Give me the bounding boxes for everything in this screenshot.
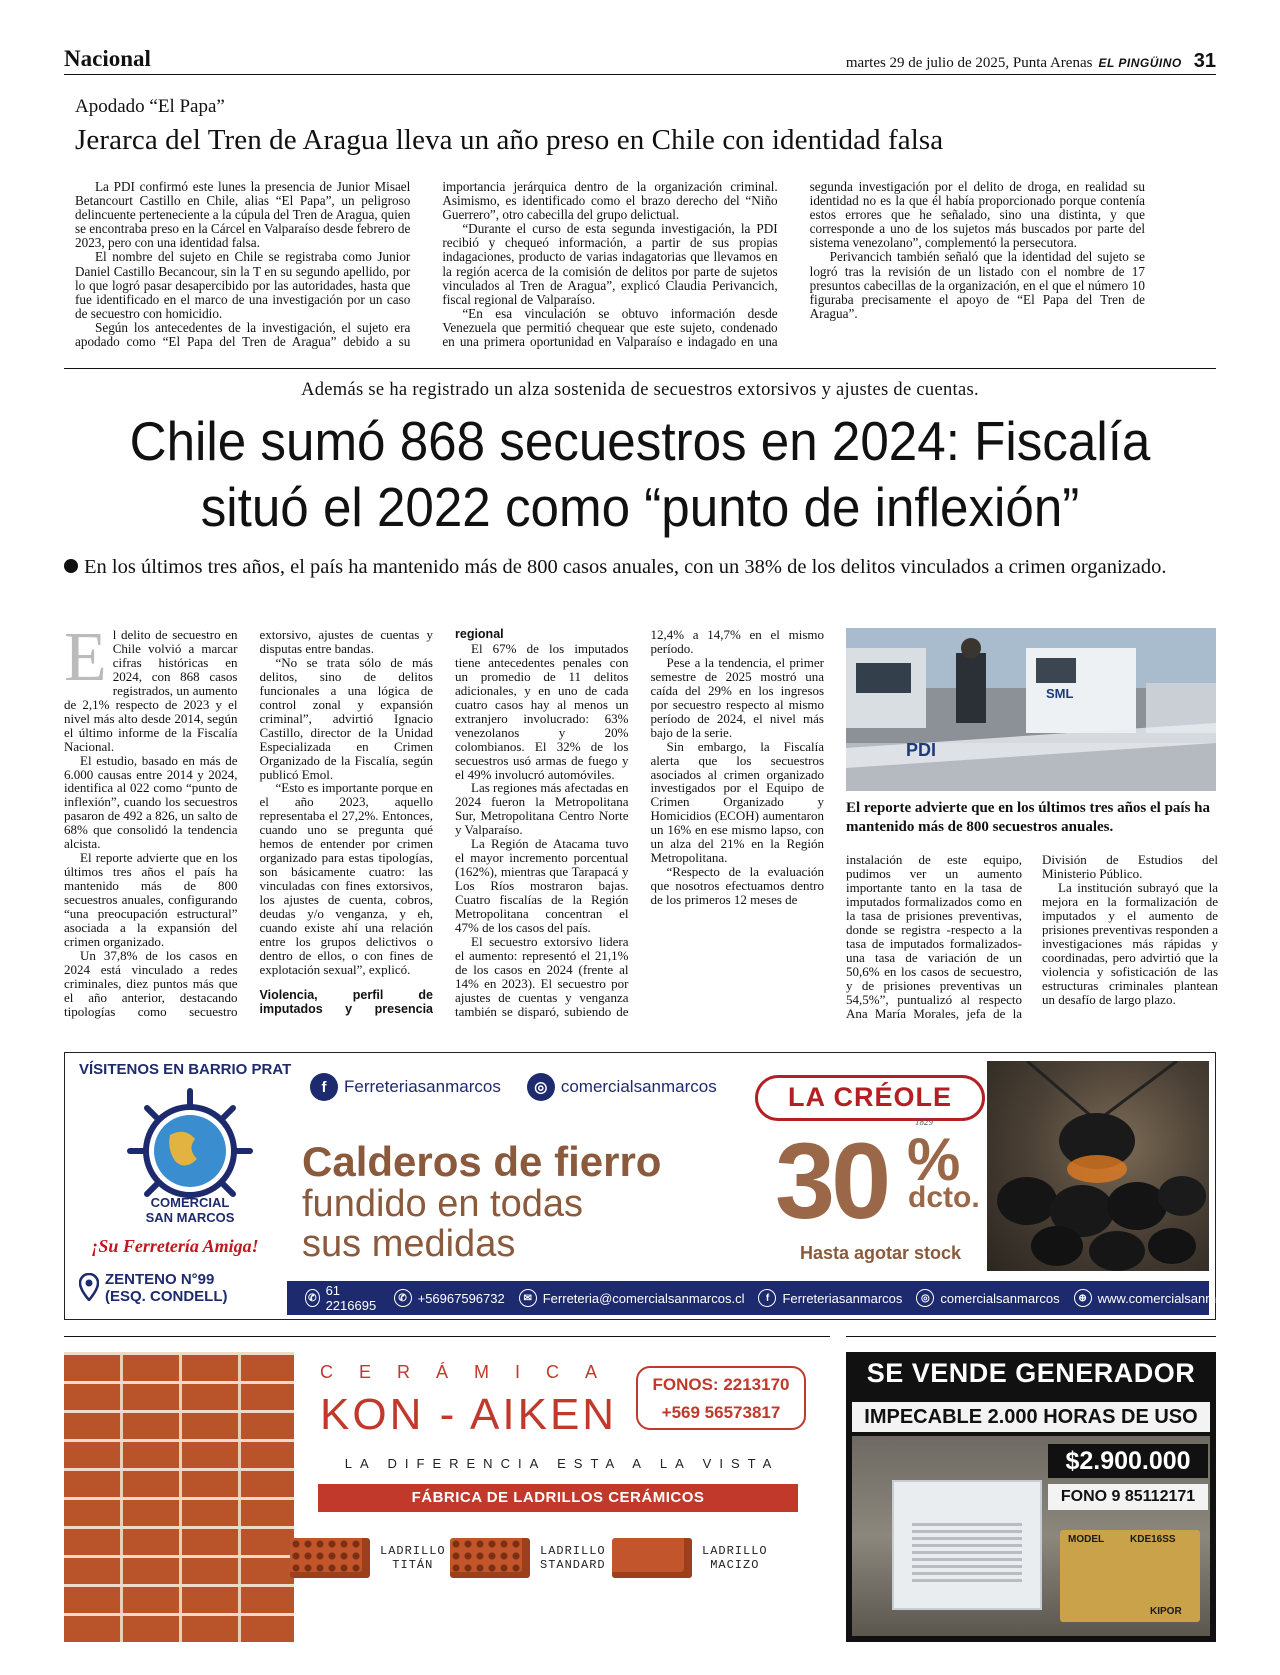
- story2-body: [64, 619, 824, 1030]
- ad-subline: fundido en todas sus medidas: [302, 1183, 584, 1265]
- ad-slogan: LA DIFERENCIA ESTA A LA VISTA: [344, 1456, 780, 1471]
- dateline: martes 29 de julio de 2025, Punta Arenas: [845, 55, 1093, 71]
- story2-body-right: [846, 853, 1218, 1031]
- section-rule: [64, 368, 1216, 369]
- phone-contact[interactable]: ✆ 61 2216695: [305, 1283, 380, 1313]
- ad-generator-price: $2.900.000: [1048, 1444, 1208, 1478]
- story2-paragraph: Las regiones más afectadas en 2024 fueron la Metropolitana Sur, Metropolitana Centro Norte y Valparaíso.: [455, 780, 629, 838]
- email-contact[interactable]: ✉ Ferreteria@comercialsanmarcos.cl: [519, 1289, 745, 1307]
- brick-titan-icon: [290, 1538, 370, 1578]
- generator-icon: [892, 1480, 1042, 1610]
- story1-body: [75, 180, 1145, 362]
- ad-factory-band: FÁBRICA DE LADRILLOS CERÁMICOS: [318, 1484, 798, 1512]
- story2-subhead: Violencia, perfil de imputados y presencia regional: [259, 627, 504, 1016]
- section-name: Nacional: [64, 46, 151, 71]
- story2-paragraph: La institución subrayó que la mejora en la formalización de imputados y el aumento de prisiones preventivas responden a investigaciones más rápidas y coordinadas, pero advirtió que la violencia y sofisticación de las estructuras criminales plantean un desafío de largo plazo.: [1042, 880, 1218, 1007]
- story1-paragraph: “Durante el curso de esta segunda investigación, la PDI recibió y chequeó información, a partir de sus propias indagaciones, producto de varias indagatorias que llevamos en la región acerca de la comisión de delitos por parte de sujetos vinculados al Tren de Aragua”, explicó Claudia Perivancich, fiscal regional de Valparaíso.: [442, 221, 778, 307]
- logo-text-1: COMERCIAL: [150, 1195, 230, 1210]
- pots-illustration: [987, 1061, 1209, 1271]
- ad-tagline: ¡Su Ferretería Amiga!: [91, 1236, 259, 1256]
- drop-cap: E: [64, 619, 107, 696]
- ad-generator-subtitle: IMPECABLE 2.000 HORAS DE USO: [852, 1402, 1210, 1432]
- facebook-icon: f: [310, 1073, 338, 1101]
- story2-paragraph: Sin embargo, la Fiscalía alerta que los secuestros asociados al crimen organizado investigados por el Equipo de Crimen Organizado y Homicidios (ECOH) aumentaron un 16% en ese mismo lapso, con un alza del 21% en la Región Metropolitana.: [650, 738, 824, 866]
- facebook-icon: f: [758, 1289, 776, 1307]
- ad-generator-phone[interactable]: FONO 9 85112171: [1048, 1484, 1208, 1510]
- page-header-right: [846, 50, 1216, 73]
- story2-paragraph: La Región de Atacama tuvo el mayor incremento porcentual (162%), mientras que Tarapacá y Los Ríos mostraron bajas. Cuatro fiscalías de la Región Metropolitana concentran el 47% de los casos del país.: [455, 836, 629, 936]
- story2-paragraph: “No se trata sólo de más delitos, sino de delitos funcionales a una lógica de control zonal y expansión criminal”, advirtió Ignacio Castillo, director de la Unidad Especializada en Crimen Organizado de la Fiscalía, según publicó Emol.: [259, 654, 433, 782]
- sml-sign: SML: [1046, 686, 1074, 701]
- instagram-contact[interactable]: ◎ comercialsanmarcos: [916, 1289, 1059, 1307]
- ship-wheel-globe-logo: [115, 1087, 265, 1227]
- instagram-icon: ◎: [916, 1289, 934, 1307]
- story2-lead: [64, 555, 1214, 580]
- facebook-contact[interactable]: f Ferreteriasanmarcos: [758, 1289, 902, 1307]
- story1-headline: Jerarca del Tren de Aragua lleva un año preso en Chile con identidad falsa: [75, 124, 944, 156]
- photo-caption: El reporte advierte que en los últimos tres años el país ha mantenido más de 800 secuestros anuales.: [846, 800, 1211, 835]
- story2-paragraph: “Respecto de la evaluación que nosotros efectuamos dentro de los primeros 12 meses de: [650, 864, 824, 908]
- brick-standard-icon: [450, 1538, 530, 1578]
- story2-paragraph: El 67% de los imputados tiene antecedentes penales con un promedio de 11 delitos adicionales, y en uno de cada cuatro casos hay al menos un extranjero involucrado: 63% venezolanos y 20% colombianos. El 32% de los secuestros usó armas de fuego y el 49% involucró automóviles.: [455, 640, 629, 782]
- story2-paragraph: Pese a la tendencia, el primer semestre de 2025 mostró una caída del 29% en los ingresos por secuestro respecto al mismo período de 2024, el nivel más bajo de la serie.: [650, 654, 824, 740]
- bullet-icon: [64, 559, 78, 573]
- headline-line-1: Chile sumó 868 secuestros en 2024: Fiscalía: [129, 410, 1151, 472]
- generator-spec-plate: MODEL KDE16SS KIPOR: [1060, 1530, 1200, 1622]
- stock-note: Hasta agotar stock: [800, 1243, 962, 1263]
- story1-kicker: Apodado “El Papa”: [75, 96, 225, 117]
- ad-ceramica-kon-aiken[interactable]: [64, 1352, 830, 1642]
- ad-visit-text: VÍSITENOS EN BARRIO PRAT: [79, 1061, 292, 1078]
- location-pin-icon: [79, 1273, 99, 1301]
- product-ladrillo-macizo: LADRILLO MACIZO: [612, 1538, 768, 1578]
- story2-paragraph: El secuestro extorsivo lidera el aumento: representó el 21,1% de los casos en 2024 (frente al 14% en 2023). El secuestro por ajustes de cuentas y venganza también se disparó, subiendo de 12,4% a 14,7% en el mismo período.: [455, 627, 824, 1019]
- ad-divider-right: [846, 1336, 1216, 1337]
- ad-contact-bar: [287, 1281, 1261, 1315]
- web-contact[interactable]: ⊕ www.comercialsanmarcos.cl: [1074, 1289, 1261, 1307]
- ad-comercial-san-marcos[interactable]: [64, 1052, 1261, 1320]
- ad-se-vende-generador[interactable]: [846, 1352, 1216, 1642]
- ad-phones-box[interactable]: FONOS: 2213170 +569 56573817: [636, 1366, 806, 1430]
- discount-label: dcto.: [908, 1181, 980, 1214]
- phone-icon: ✆: [305, 1289, 320, 1307]
- mail-icon: ✉: [519, 1289, 537, 1307]
- news-photo: [846, 628, 1216, 791]
- headline-line-2: situó el 2022 como “punto de inflexión”: [200, 476, 1080, 538]
- newspaper-logo: EL PINGÜINO: [1098, 56, 1182, 70]
- crime-scene-illustration: [846, 628, 1216, 791]
- story2-first-paragraph: El delito de secuestro en Chile volvió a marcar cifras históricas en 2024, con 868 casos registrados, un aumento de 2,1% respecto de 2023 y el nivel más alto desde 2014, según el último informe de la Fiscalía Nacional.: [64, 619, 238, 754]
- story2-paragraph: El reporte advierte que en los últimos tres años el país ha mantenido más de 800 secuestros anuales, configurando “una preocupación estructural” asociada a la expansión del crimen organizado.: [64, 850, 238, 949]
- story1-paragraph: La PDI confirmó este lunes la presencia de Junior Misael Betancourt Castillo en Chile, alias “El Papa”, un peligroso delincuente perteneciente a la cúpula del Tren de Aragua, quien se encontraba preso en la Cárcel en Valparaíso desde febrero de 2023, pero con una identidad falsa.: [75, 179, 411, 251]
- story2-kicker: Además se ha registrado un alza sostenida de secuestros extorsivos y ajustes de cuentas.: [301, 380, 979, 400]
- lead-text: En los últimos tres años, el país ha mantenido más de 800 casos anuales, con un 38% de los delitos vinculados a crimen organizado.: [84, 556, 1167, 578]
- cast-iron-pots-photo: [987, 1061, 1209, 1271]
- percent-symbol: %: [907, 1126, 961, 1193]
- story2-headline: [82, 408, 1198, 540]
- ad-company-name: KON - AIKEN: [320, 1390, 618, 1439]
- header-rule: [64, 74, 1216, 75]
- ad-social-row: [310, 1073, 717, 1101]
- story2-paragraph: instalación de este equipo, pudimos ver un aumento importante tanto en la tasa de imputados formalizados como en la tasa de prisiones preventivas, donde se registra -respecto a la tasa de imputados formalizados- una tasa de variación de un 50,6% en los casos de secuestro, y de prisiones preventivas un 54,5%”, puntualizó al respecto Ana María Morales, jefa de la División de Estudios del Ministerio Público.: [846, 852, 1218, 1021]
- ad-ceramica-word: CERÁMICA: [320, 1362, 624, 1382]
- story2-paragraph: “Esto es importante porque en el año 2023, aquello representaba el 27,2%. Entonces, cuando uno se pregunta qué hemos de entender por crimen organizado para estas tipologías, son básicamente cuatro: las vinculadas con fines extorsivos, los ajustes de cuenta, cobros, deudas y/o venganza, y eh, cuando existe ahí una relación entre los grupos delictivos o dentro de ellos, o con fines de explotación sexual”, explicó.: [259, 780, 433, 977]
- logo-text-2: SAN MARCOS: [145, 1210, 235, 1225]
- whatsapp-contact[interactable]: ✆ +56967596732: [394, 1289, 505, 1307]
- ad-address: ZENTENO N°99 (ESQ. CONDELL): [105, 1271, 228, 1305]
- story2-paragraph: Un 37,8% de los casos en 2024 está vinculado a redes criminales, diez puntos más que el año anterior, destacando tipologías como secuestro extorsivo, ajustes de cuentas y disputas entre bandas.: [64, 627, 433, 1019]
- globe-icon: ⊕: [1074, 1289, 1092, 1307]
- pdi-tape-text: PDI: [906, 740, 937, 760]
- ad-generator-title: SE VENDE GENERADOR: [866, 1358, 1196, 1388]
- instagram-icon: ◎: [527, 1073, 555, 1101]
- ad-headline: Calderos de fierro: [302, 1138, 662, 1185]
- brick-macizo-icon: [612, 1538, 692, 1578]
- story2-paragraph: El estudio, basado en más de 6.000 causas entre 2014 y 2024, identifica al 022 como “punto de inflexión”, cuando los secuestros pasaron de 492 a 826, un salto de 68% que consolidó la tendencia alcista.: [64, 752, 238, 852]
- brand-logo-la-creole: LA CRÉOLE: [755, 1075, 985, 1121]
- product-ladrillo-titan: LADRILLO TITÁN: [290, 1538, 446, 1578]
- story1-paragraph: Perivancich también señaló que la identidad del sujeto se logró tras la revisión de un listado con el nombre de 17 presuntos cabecillas de la organización, en el que el número 10 figuraba precisamente el apoyo de “El Papa del Tren de Aragua”.: [809, 249, 1145, 321]
- story1-paragraph: “En esa vinculación se obtuvo información desde Venezuela que permitió chequear que este sujeto, condenado en una primera oportunidad en Valparaíso e indagado en una segunda investigación por el delito de droga, en realidad su identidad no es la que él había proporcionado porque contenía estos errores que he señalado, sino una distinta, y que corresponde a uno de los sujetos más buscados por parte del sistema venezolano”, complementó la persecutora.: [442, 179, 1145, 350]
- facebook-handle[interactable]: f Ferreteriasanmarcos: [310, 1073, 501, 1101]
- product-ladrillo-standard: LADRILLO STANDARD: [450, 1538, 606, 1578]
- discount-number: 30: [775, 1120, 888, 1241]
- story1-paragraph: El nombre del sujeto en Chile se registraba como Junior Daniel Castillo Becancour, sin la T en su segundo apellido, por lo que logró pasar desapercibido por las autoridades, hasta que fue identificado en el marco de una investigación por un caso de secuestro con homicidio.: [75, 249, 411, 321]
- instagram-handle[interactable]: ◎ comercialsanmarcos: [527, 1073, 717, 1101]
- page-number: 31: [1193, 50, 1216, 72]
- ad-divider-left: [64, 1336, 830, 1337]
- whatsapp-icon: ✆: [394, 1289, 412, 1307]
- story1-paragraph: Según los antecedentes de la investigación, el sujeto era apodado como “El Papa del Tren de Aragua” debido a su importancia jerárquica dentro de la organización criminal. Asimismo, es identificado como el brazo derecho del “Niño Guerrero”, otro cabecilla del grupo delictual.: [75, 179, 778, 350]
- brand-year: 1829: [915, 1117, 933, 1127]
